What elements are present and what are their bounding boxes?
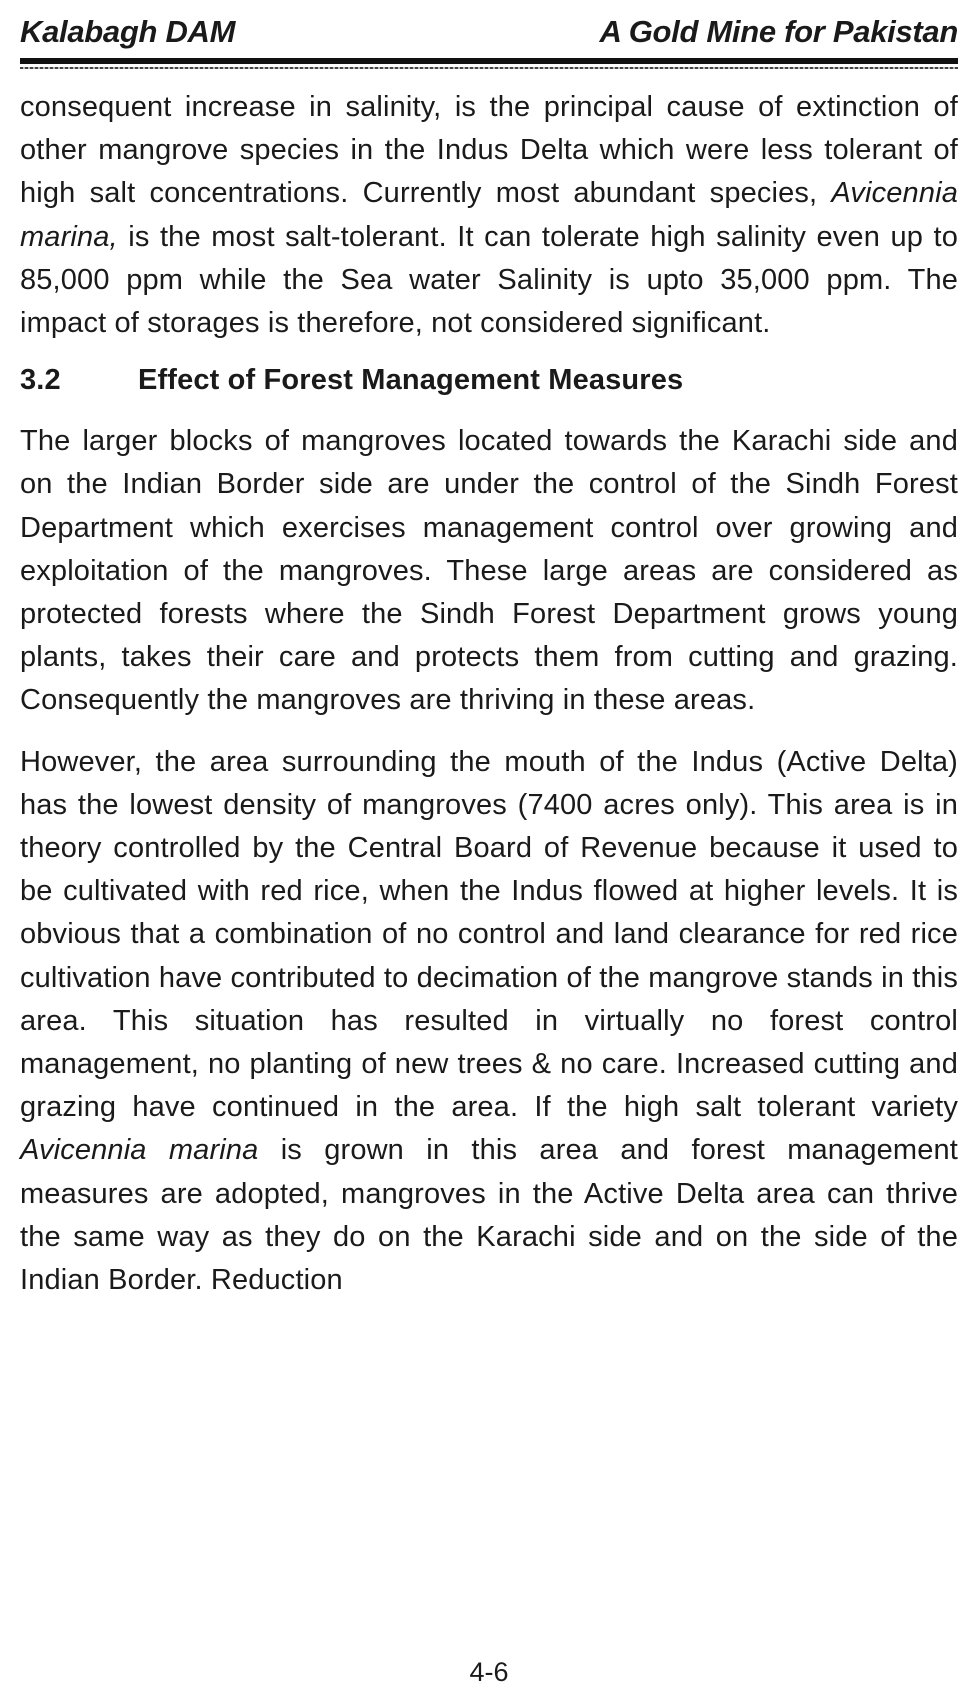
paragraph-1-species-name: Avicennia marina, [20,177,958,253]
running-header [20,0,958,58]
body-text [20,86,958,1302]
paragraph-3-text-b: is grown in this area and forest management measures are adopted, mangroves in the Active Delta area can thrive the same way as they do on the Karachi side and on the side of the Indian Border. Reduction [20,1134,958,1297]
section-heading [20,359,958,402]
header-title-right: A Gold Mine for Pakistan [599,14,958,49]
header-title-left: Kalabagh DAM [20,14,236,49]
section-number: 3.2 [20,364,61,397]
paragraph-3-text-a: However, the area surrounding the mouth of the Indus (Active Delta) has the lowest density of mangroves (7400 acres only). This area is in theory controlled by the Central Board of Revenue because it used to be cultivated with red rice, when the Indus flowed at higher levels. It is obvious that a combination of no control and land clearance for red rice cultivation have contributed to decimation of the mangrove stands in this area. This situation has resulted in virtually no forest control management, no planting of new trees & no care. Increased cutting and grazing have continued in the area. If the high salt tolerant variety [20,745,958,1124]
paragraph-2: The larger blocks of mangroves located towards the Karachi side and on the Indian Border side are under the control of the Sindh Forest Department which exercises management control over growing and exploitation of the mangroves. These large areas are considered as protected forests where the Sindh Forest Department grows young plants, takes their care and protects them from cutting and grazing. Consequently the mangroves are thriving in these areas. [20,425,958,717]
paragraph-3 [20,741,958,1303]
paragraph-1-text-a: consequent increase in salinity, is the principal cause of extinction of other mangrove species in the Indus Delta which were less tolerant of high salt concentrations. Currently most abundant species, [20,91,958,210]
paragraph-1-text-b: is the most salt-tolerant. It can tolerate high salinity even up to 85,000 ppm while the Sea water Salinity is upto 35,000 ppm. The impact of storages is therefore, not considered significant. [20,220,958,340]
paragraph-3-species-name: Avicennia marina [20,1134,259,1167]
page-number: 4-6 [469,1657,509,1687]
document-page [20,0,958,1687]
header-rule-thin [20,67,958,69]
section-title: Effect of Forest Management Measures [138,364,684,397]
paragraph-1 [20,86,958,345]
header-rule-thick [20,58,958,64]
